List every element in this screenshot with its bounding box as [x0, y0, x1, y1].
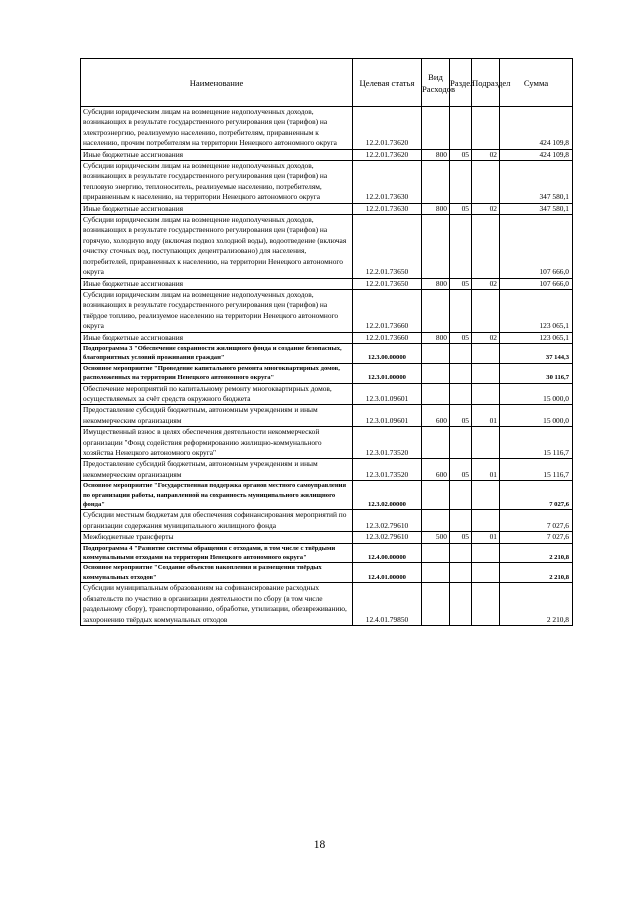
cell-subsection	[472, 481, 500, 510]
cell-subsection	[472, 583, 500, 626]
cell-article: 12.4.00.00000	[353, 543, 422, 563]
cell-section	[450, 383, 472, 405]
cell-section: 05	[450, 332, 472, 343]
cell-article: 12.2.01.73630	[353, 203, 422, 214]
cell-section	[450, 481, 472, 510]
cell-subsection	[472, 510, 500, 532]
cell-name: Иные бюджетные ассигнования	[81, 203, 353, 214]
cell-article: 12.3.02.79610	[353, 510, 422, 532]
table-row	[81, 332, 573, 343]
cell-sum: 123 065,1	[500, 289, 573, 332]
cell-name: Основное мероприятие "Создание объектов накопления и размещения твёрдых коммунальных отходов"	[81, 563, 353, 583]
cell-name: Иные бюджетные ассигнования	[81, 149, 353, 160]
cell-article: 12.3.01.00000	[353, 363, 422, 383]
cell-sum: 123 065,1	[500, 332, 573, 343]
cell-subsection	[472, 161, 500, 204]
cell-subsection	[472, 363, 500, 383]
cell-sum: 37 144,3	[500, 343, 573, 363]
cell-section	[450, 510, 472, 532]
table-row	[81, 161, 573, 204]
cell-subsection: 02	[472, 278, 500, 289]
table-row	[81, 510, 573, 532]
cell-section: 05	[450, 278, 472, 289]
cell-subsection	[472, 215, 500, 278]
cell-sum: 2 210,8	[500, 543, 573, 563]
cell-kind: 800	[422, 332, 450, 343]
cell-name: Предоставление субсидий бюджетным, автономным учреждениям и иным некоммерческим организациям	[81, 405, 353, 427]
cell-sum: 107 666,0	[500, 215, 573, 278]
cell-article: 12.2.01.73660	[353, 289, 422, 332]
cell-kind	[422, 427, 450, 459]
cell-kind	[422, 383, 450, 405]
header-name: Наименование	[81, 59, 353, 107]
cell-section	[450, 543, 472, 563]
cell-sum: 15 116,7	[500, 459, 573, 481]
cell-name: Субсидии юридическим лицам на возмещение недополученных доходов, возникающих в результате государственного регулирования цен (тарифов) на тепловую энергию, теплоноситель, реализуемые населению, потребителям, приравненным к населению, на территории Ненецкого автономного округа	[81, 161, 353, 204]
cell-kind: 600	[422, 405, 450, 427]
cell-subsection	[472, 543, 500, 563]
table-row	[81, 543, 573, 563]
cell-section	[450, 289, 472, 332]
cell-kind	[422, 363, 450, 383]
cell-kind	[422, 107, 450, 150]
cell-name: Межбюджетные трансферты	[81, 532, 353, 543]
cell-section: 05	[450, 405, 472, 427]
cell-name: Обеспечение мероприятий по капитальному ремонту многоквартирных домов, осуществляемых за счёт средств окружного бюджета	[81, 383, 353, 405]
cell-section: 05	[450, 459, 472, 481]
cell-sum: 2 210,8	[500, 583, 573, 626]
table-row	[81, 532, 573, 543]
header-sum: Сумма	[500, 59, 573, 107]
cell-subsection: 01	[472, 532, 500, 543]
cell-article: 12.2.01.73620	[353, 149, 422, 160]
cell-sum: 2 210,8	[500, 563, 573, 583]
cell-subsection: 02	[472, 149, 500, 160]
cell-section	[450, 563, 472, 583]
cell-kind: 500	[422, 532, 450, 543]
cell-article: 12.3.02.79610	[353, 532, 422, 543]
table-header-row	[81, 59, 573, 107]
cell-article: 12.2.01.73620	[353, 107, 422, 150]
cell-name: Основное мероприятие "Государственная поддержка органов местного самоуправления по организации работы, направленной на сохранность муниципального жилищного фонда"	[81, 481, 353, 510]
cell-sum: 7 027,6	[500, 532, 573, 543]
table-row	[81, 459, 573, 481]
table-row	[81, 427, 573, 459]
cell-name: Подпрограмма 3 "Обеспечение сохранности жилищного фонда и создание безопасных, благоприятных условий проживания граждан"	[81, 343, 353, 363]
cell-subsection: 02	[472, 332, 500, 343]
cell-article: 12.3.01.73520	[353, 427, 422, 459]
cell-name: Субсидии юридическим лицам на возмещение недополученных доходов, возникающих в результате государственного регулирования цен (тарифов) на электроэнергию, реализуемую населению, потребителям, приравненным к населению, прочим потребителям на территории Ненецкого автономного округа	[81, 107, 353, 150]
cell-sum: 7 027,6	[500, 510, 573, 532]
table-row	[81, 383, 573, 405]
cell-section: 05	[450, 532, 472, 543]
cell-kind	[422, 343, 450, 363]
cell-name: Иные бюджетные ассигнования	[81, 278, 353, 289]
table-row	[81, 289, 573, 332]
cell-article: 12.3.01.09601	[353, 383, 422, 405]
table-row	[81, 149, 573, 160]
cell-section	[450, 583, 472, 626]
cell-name: Субсидии юридическим лицам на возмещение недополученных доходов, возникающих в результате государственного регулирования цен (тарифов) на горячую, холодную воду (включая подвоз холодной воды), водоотведение (включая очистку сточных вод, поступающих децентрализовано) для населения, потребителей, приравненных к населению, на территории Ненецкого автономного округа	[81, 215, 353, 278]
cell-subsection: 02	[472, 203, 500, 214]
cell-kind	[422, 481, 450, 510]
table-row	[81, 363, 573, 383]
cell-name: Субсидии юридическим лицам на возмещение недополученных доходов, возникающих в результате государственного регулирования цен (тарифов) на твёрдое топливо, реализуемое населению на территории Ненецкого автономного округа	[81, 289, 353, 332]
cell-kind	[422, 161, 450, 204]
header-article: Целевая статья	[353, 59, 422, 107]
cell-kind: 800	[422, 203, 450, 214]
cell-name: Основное мероприятие "Проведение капитального ремонта многоквартирных домов, расположенных на территории Ненецкого автономного округа"	[81, 363, 353, 383]
cell-article: 12.3.00.00000	[353, 343, 422, 363]
page-number: 18	[313, 839, 326, 851]
cell-subsection	[472, 427, 500, 459]
header-section: Раздел	[450, 59, 472, 107]
cell-sum: 424 109,8	[500, 149, 573, 160]
table-row	[81, 278, 573, 289]
cell-sum: 15 000,0	[500, 383, 573, 405]
cell-article: 12.2.01.73650	[353, 278, 422, 289]
cell-article: 12.4.01.79850	[353, 583, 422, 626]
cell-name: Предоставление субсидий бюджетным, автономным учреждениям и иным некоммерческим организациям	[81, 459, 353, 481]
cell-subsection: 01	[472, 459, 500, 481]
cell-subsection: 01	[472, 405, 500, 427]
cell-article: 12.3.01.73520	[353, 459, 422, 481]
cell-kind	[422, 583, 450, 626]
cell-subsection	[472, 289, 500, 332]
cell-section	[450, 363, 472, 383]
cell-article: 12.2.01.73660	[353, 332, 422, 343]
cell-subsection	[472, 343, 500, 363]
budget-table-container	[80, 58, 572, 626]
table-row	[81, 107, 573, 150]
cell-name: Подпрограмма 4 "Развитие системы обращения с отходами, в том числе с твёрдыми коммунальными отходами на территории Ненецкого автономного округа"	[81, 543, 353, 563]
cell-section	[450, 161, 472, 204]
header-kind: Вид Расходов	[422, 59, 450, 107]
cell-sum: 7 027,6	[500, 481, 573, 510]
table-row	[81, 343, 573, 363]
cell-article: 12.2.01.73650	[353, 215, 422, 278]
budget-table	[80, 58, 573, 626]
cell-sum: 424 109,8	[500, 107, 573, 150]
cell-sum: 347 580,1	[500, 161, 573, 204]
header-subsection: Подраздел	[472, 59, 500, 107]
cell-section: 05	[450, 203, 472, 214]
cell-sum: 107 666,0	[500, 278, 573, 289]
cell-article: 12.3.02.00000	[353, 481, 422, 510]
cell-kind: 800	[422, 149, 450, 160]
table-row	[81, 481, 573, 510]
cell-article: 12.3.01.09601	[353, 405, 422, 427]
cell-sum: 15 000,0	[500, 405, 573, 427]
cell-name: Субсидии муниципальным образованиям на софинансирование расходных обязательств по участию в организации деятельности по сбору (в том числе раздельному сбору), транспортированию, обработке, утилизации, обезвреживанию, захоронению твёрдых коммунальных отходов	[81, 583, 353, 626]
table-row	[81, 203, 573, 214]
cell-kind	[422, 215, 450, 278]
cell-kind	[422, 289, 450, 332]
cell-kind	[422, 563, 450, 583]
cell-section	[450, 107, 472, 150]
cell-sum: 30 116,7	[500, 363, 573, 383]
cell-kind	[422, 543, 450, 563]
cell-section: 05	[450, 149, 472, 160]
cell-sum: 347 580,1	[500, 203, 573, 214]
cell-sum: 15 116,7	[500, 427, 573, 459]
table-body	[81, 107, 573, 626]
cell-subsection	[472, 563, 500, 583]
table-row	[81, 583, 573, 626]
cell-article: 12.2.01.73630	[353, 161, 422, 204]
cell-section	[450, 215, 472, 278]
cell-section	[450, 343, 472, 363]
cell-section	[450, 427, 472, 459]
cell-name: Имущественный взнос в целях обеспечения деятельности некоммерческой организации "Фонд содействия реформированию жилищно-коммунального хозяйства Ненецкого автономного округа"	[81, 427, 353, 459]
cell-name: Иные бюджетные ассигнования	[81, 332, 353, 343]
cell-name: Субсидии местным бюджетам для обеспечения софинансирования мероприятий по организации содержания муниципального жилищного фонда	[81, 510, 353, 532]
table-row	[81, 405, 573, 427]
table-row	[81, 215, 573, 278]
table-row	[81, 563, 573, 583]
cell-subsection	[472, 383, 500, 405]
cell-article: 12.4.01.00000	[353, 563, 422, 583]
cell-kind: 800	[422, 278, 450, 289]
cell-kind	[422, 510, 450, 532]
cell-kind: 600	[422, 459, 450, 481]
cell-subsection	[472, 107, 500, 150]
